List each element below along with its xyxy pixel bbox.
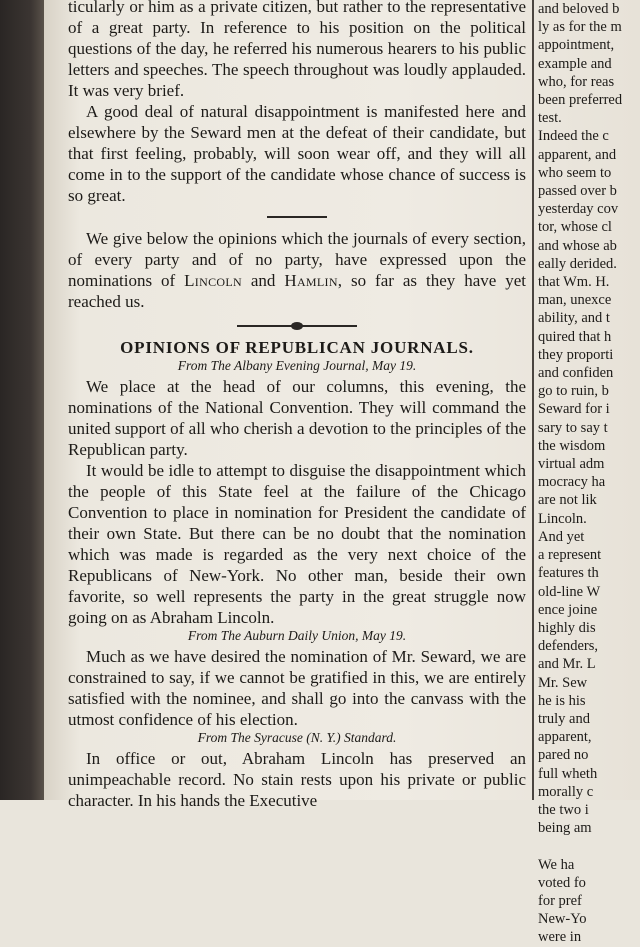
- column-rule: [532, 0, 534, 800]
- right-column-line: test.: [538, 110, 562, 127]
- right-column-line: full wheth: [538, 765, 598, 782]
- right-column-line: defenders,: [538, 638, 598, 655]
- right-column-line: We ha: [538, 856, 575, 873]
- right-column-line: and confiden: [538, 365, 614, 382]
- right-column-line: mocracy ha: [538, 474, 606, 491]
- section-headline: OPINIONS OF REPUBLICAN JOURNALS.: [120, 338, 474, 357]
- source-auburn: From The Auburn Daily Union, May 19.: [187, 628, 407, 643]
- right-column-line: being am: [538, 820, 592, 837]
- right-column-line: he is his: [538, 692, 586, 709]
- right-column-line: the wisdom: [538, 437, 606, 454]
- right-column-line: pared no: [538, 747, 589, 764]
- section-divider: [267, 216, 327, 218]
- right-column-line: for pref: [538, 892, 582, 909]
- paragraph-opinions-intro: [68, 228, 526, 312]
- right-column-line: were in: [538, 929, 582, 946]
- right-column-line: highly dis: [538, 619, 596, 636]
- right-column-line: New-Yo: [538, 911, 587, 928]
- opinions-text-before: We give below the opinions which the journals of every section, of every party and of no party, have expressed upon the nominations of: [68, 229, 526, 290]
- source-syracuse: From The Syracuse (N. Y.) Standard.: [197, 730, 397, 745]
- right-column-line: ly as for the m: [538, 19, 622, 36]
- paragraph-albany-2: It would be idle to attempt to disguise the disappointment which the people of this State feel at the failure of the Chicago Convention to place in nomination for President the candidate of their own State. But there can be no doubt that the nomination which was made is regarded as the very next choice of the Republicans of New-York. No other man, beside their own favorite, so well represents the party in the great struggle now going on as Abraham Lincoln.: [68, 461, 526, 627]
- paragraph-disappointment: A good deal of natural disappointment is manifested here and elsewhere by the Seward men at the defeat of their candidate, but that first feeling, probably, will soon wear off, and they will all come in to the support of the candidate whose chance of success is so great.: [68, 102, 526, 205]
- right-column-line: passed over b: [538, 183, 617, 200]
- right-column-line: Lincoln.: [538, 510, 587, 527]
- word-and: and: [241, 271, 285, 290]
- right-column-line: ence joine: [538, 601, 598, 618]
- right-column-line: sary to say t: [538, 419, 608, 436]
- right-column-line: And yet: [538, 528, 585, 545]
- right-column: [538, 0, 640, 946]
- right-column-line: Mr. Sew: [538, 674, 588, 691]
- right-column-line: tor, whose cl: [538, 219, 612, 236]
- paragraph-auburn: Much as we have desired the nomination of Mr. Seward, we are constrained to say, if we cannot be gratified in this, we are entirely satisfied with the nominee, and shall go into the canvass with the utmost confidence of his election.: [68, 647, 526, 729]
- right-column-line: and beloved b: [538, 1, 620, 17]
- right-column-line: apparent, and: [538, 146, 617, 163]
- right-column-line: yesterday cov: [538, 201, 619, 218]
- right-column-line: truly and: [538, 710, 590, 727]
- right-column-line: go to ruin, b: [538, 383, 609, 400]
- paragraph-albany-1: We place at the head of our columns, this evening, the nominations of the National Convention. They will command the united support of all who cherish a devotion to the principles of the Republican party.: [68, 377, 526, 459]
- right-column-line: quired that h: [538, 328, 612, 345]
- right-column-line: man, unexce: [538, 292, 612, 309]
- right-column-line: Seward for i: [538, 401, 610, 418]
- right-column-line: apparent,: [538, 729, 592, 746]
- right-column-line: been preferred: [538, 92, 623, 109]
- right-column-line: they proporti: [538, 346, 614, 363]
- right-column-line: who, for reas: [538, 73, 615, 90]
- right-column-line: and Mr. L: [538, 656, 596, 673]
- right-column-line: the two i: [538, 801, 589, 818]
- right-column-line: that Wm. H.: [538, 274, 610, 291]
- right-column-line: appointment,: [538, 37, 615, 54]
- opinions-text-after: , so far as they have yet reached us.: [68, 271, 527, 311]
- right-column-line: are not lik: [538, 492, 597, 509]
- right-column-lines: [538, 0, 640, 947]
- right-column-line: Indeed the c: [538, 128, 609, 145]
- right-column-line: ability, and t: [538, 310, 610, 327]
- right-column-line: virtual adm: [538, 456, 605, 473]
- right-column-line: a represent: [538, 547, 602, 564]
- right-column-line: eally derided.: [538, 255, 617, 272]
- binding-edge: [0, 0, 44, 800]
- paragraph-intro-end: ticularly or him as a private citizen, but rather to the representative of a great party. In reference to his position on the political questions of the day, he referred his numerous hearers to his public letters and speeches. The speech throughout was loudly applauded. It was very brief.: [68, 0, 526, 100]
- name-lincoln: Lincoln: [184, 271, 242, 290]
- right-column-line: and whose ab: [538, 237, 617, 254]
- right-column-line: [538, 837, 640, 855]
- right-column-line: voted fo: [538, 874, 586, 891]
- ornamental-divider: [237, 320, 357, 332]
- source-albany: From The Albany Evening Journal, May 19.: [177, 358, 417, 373]
- right-column-line: who seem to: [538, 164, 612, 181]
- right-column-line: old-line W: [538, 583, 601, 600]
- main-column: [68, 0, 527, 810]
- right-column-line: morally c: [538, 783, 594, 800]
- right-column-line: features th: [538, 565, 599, 582]
- paragraph-syracuse: In office or out, Abraham Lincoln has preserved an unimpeachable record. No stain rests upon his private or public character. In his hands the Executive: [68, 749, 526, 810]
- right-column-line: example and: [538, 55, 612, 72]
- name-hamlin: Hamlin: [284, 271, 338, 290]
